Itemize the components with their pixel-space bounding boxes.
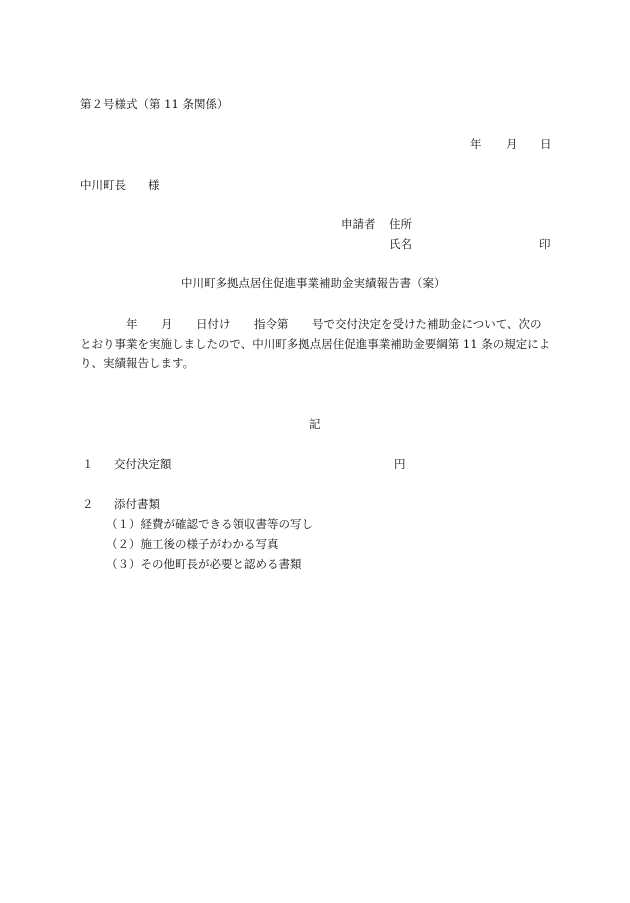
document-title: 中川町多拠点居住促進事業補助金実績報告書（案） xyxy=(181,276,446,290)
body-dated-label: 日付け xyxy=(196,317,231,331)
attachment-item: （３）その他町長が必要と認める書類 xyxy=(106,557,302,571)
body-line1-rest: 号で交付決定を受けた補助金について、次の xyxy=(312,317,542,331)
body-directive-label: 指令第 xyxy=(254,317,289,331)
date-day-label: 日 xyxy=(540,137,552,151)
form-number: 第２号様式（第 11 条関係） xyxy=(80,97,229,111)
body-month-label: 月 xyxy=(161,317,173,331)
item2-label: 添付書類 xyxy=(114,497,160,511)
date-month-label: 月 xyxy=(506,137,518,151)
body-year-label: 年 xyxy=(126,317,138,331)
seal-mark: 印 xyxy=(539,237,551,251)
applicant-address-label: 住所 xyxy=(389,217,412,231)
date-year-label: 年 xyxy=(470,137,482,151)
item1-number: １ xyxy=(82,457,94,471)
addressee-name: 中川町長 xyxy=(80,178,126,192)
item1-label: 交付決定額 xyxy=(114,457,172,471)
body-line3: り、実績報告します。 xyxy=(80,356,195,370)
item2-number: ２ xyxy=(82,497,94,511)
attachment-item: （１）経費が確認できる領収書等の写し xyxy=(106,517,313,531)
ki-heading: 記 xyxy=(309,417,321,431)
item1-unit: 円 xyxy=(394,457,406,471)
applicant-label: 申請者 xyxy=(341,217,376,231)
applicant-name-label: 氏名 xyxy=(389,237,412,251)
addressee-honorific: 様 xyxy=(148,178,160,192)
attachment-item: （２）施工後の様子がわかる写真 xyxy=(106,537,279,551)
body-line2: とおり事業を実施しましたので、中川町多拠点居住促進事業補助金要綱第 11 条の規定によ xyxy=(80,337,551,351)
